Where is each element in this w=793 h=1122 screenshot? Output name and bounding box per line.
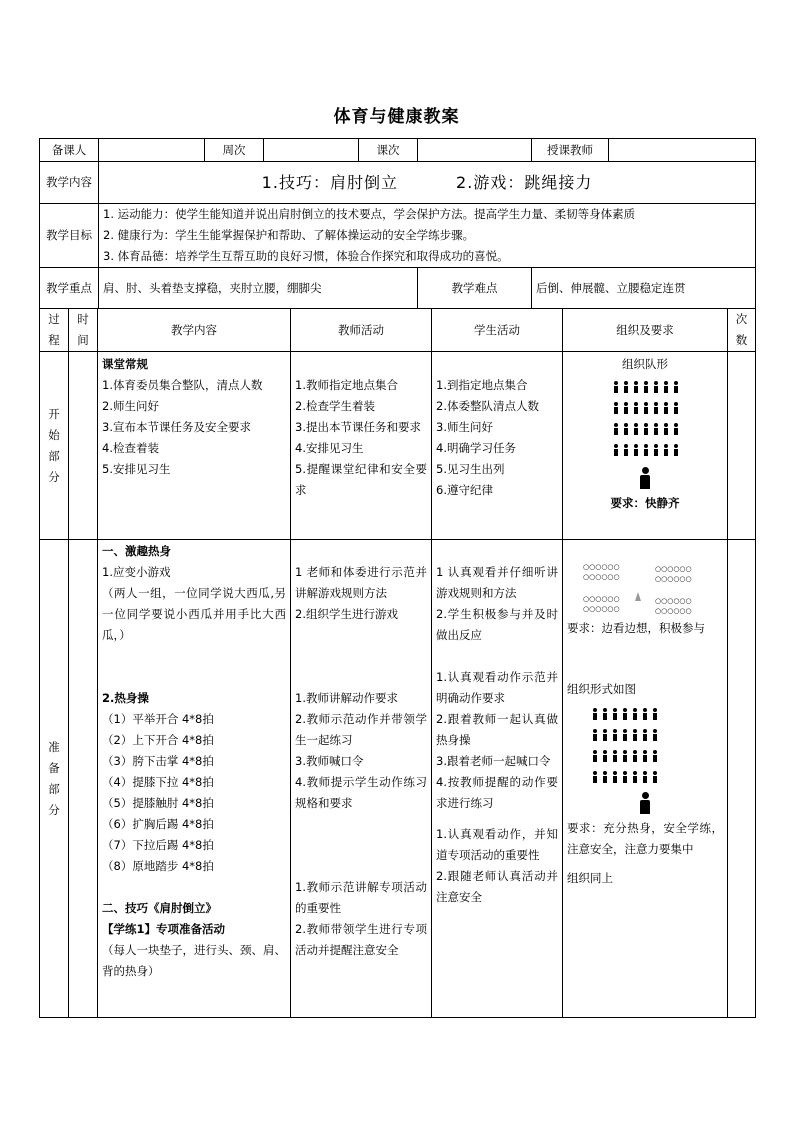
lesson-value[interactable] bbox=[418, 139, 532, 162]
page-title: 体育与健康教案 bbox=[333, 107, 460, 127]
col-org: 组织及要求 bbox=[563, 309, 728, 352]
prep-org-req2: 要求：充分热身，安全学练，注意安全，注意力要集中 bbox=[567, 821, 723, 856]
prep-student-item: 1 认真观看并仔细听讲游戏规则和方法 bbox=[436, 565, 558, 600]
prep-section1-title: 一、激趣热身 bbox=[102, 544, 171, 558]
start-content-item: 5.安排见习生 bbox=[102, 462, 171, 476]
prep-teacher-item: 2.教师带领学生进行专项活动并提醒注意安全 bbox=[295, 922, 427, 957]
goals-label: 教学目标 bbox=[40, 204, 99, 268]
start-teacher-item: 5.提醒课堂纪律和安全要求 bbox=[295, 462, 427, 497]
col-time: 时间 bbox=[69, 309, 98, 352]
prep-org-req1: 要求：边看边想，积极参与 bbox=[567, 621, 705, 635]
prep-content bbox=[98, 540, 291, 1018]
prep-teacher-item: 3.教师喊口令 bbox=[295, 754, 364, 768]
warmup-item: （7）下拉后踢 4*8拍 bbox=[102, 838, 214, 852]
count-cell[interactable] bbox=[728, 540, 756, 1018]
teacher-icon bbox=[567, 467, 723, 493]
start-org-requirement: 要求：快静齐 bbox=[610, 496, 680, 510]
key-value: 肩、肘、头着垫支撑稳，夹肘立腰，绷脚尖 bbox=[99, 268, 418, 309]
prep-teacher-item: 1 老师和体委进行示范并讲解游戏规则方法 bbox=[295, 565, 427, 600]
lesson-info-table bbox=[39, 138, 756, 309]
prep-org-title: 组织形式如图 bbox=[567, 682, 636, 696]
col-count: 次数 bbox=[728, 309, 756, 352]
phase-start: 开始部分 bbox=[40, 352, 69, 540]
goal-item: 2. 健康行为：学生生能掌握保护和帮助、了解体操运动的安全学练步骤。 bbox=[103, 228, 475, 242]
prep-teacher-item: 4.教师提示学生动作练习规格和要求 bbox=[295, 775, 427, 810]
content-value bbox=[99, 162, 756, 204]
prep-section3-sub: 【学练1】专项准备活动 bbox=[102, 922, 226, 936]
preparer-value[interactable] bbox=[99, 139, 205, 162]
prep-student-item: 2.跟着教师一起认真做热身操 bbox=[436, 712, 558, 747]
preparer-label: 备课人 bbox=[40, 139, 99, 162]
start-content-item: 3.宣布本节课任务及安全要求 bbox=[102, 420, 251, 434]
week-value[interactable] bbox=[264, 139, 359, 162]
difficulty-value: 后倒、伸展髋、立腰稳定连贯 bbox=[532, 268, 756, 309]
start-content-item: 4.检查着装 bbox=[102, 441, 159, 455]
lesson-plan-table bbox=[39, 308, 756, 1018]
warmup-item: （1）平举开合 4*8拍 bbox=[102, 712, 214, 726]
warmup-item: （2）上下开合 4*8拍 bbox=[102, 733, 214, 747]
start-content bbox=[98, 352, 291, 540]
week-label: 周次 bbox=[205, 139, 264, 162]
col-process: 过程 bbox=[40, 309, 69, 352]
difficulty-label: 教学难点 bbox=[418, 268, 532, 309]
prep-student-item: 1.认真观看动作，并知道专项活动的重要性 bbox=[436, 827, 558, 862]
warmup-item: （8）原地踏步 4*8拍 bbox=[102, 859, 214, 873]
prep-org bbox=[563, 540, 728, 1018]
prep-teacher-item: 2.教师示范动作并带领学生一起练习 bbox=[295, 712, 427, 747]
prep-teacher bbox=[291, 540, 432, 1018]
start-student-item: 6.遵守纪律 bbox=[436, 483, 493, 497]
warmup-item: （5）提膝触肘 4*8拍 bbox=[102, 796, 214, 810]
prep-game: 1.应变小游戏 bbox=[102, 565, 171, 579]
student-formation-icon bbox=[567, 377, 723, 461]
prep-game-desc: （两人一组，一位同学说大西瓜,另一位同学要说小西瓜并用手比大西瓜，） bbox=[102, 586, 286, 642]
col-teacher: 教师活动 bbox=[291, 309, 432, 352]
game-formation-icon: ○○○○○○ ○○○○○○ ○○○○○○ ○○○○○○ ○○○○○○ ○○○○○○ ○○○○○○ ○○○○○○ bbox=[583, 563, 692, 615]
lesson-label: 课次 bbox=[359, 139, 418, 162]
start-content-item: 2.师生问好 bbox=[102, 399, 159, 413]
start-student bbox=[432, 352, 563, 540]
start-student-item: 2.体委整队清点人数 bbox=[436, 399, 539, 413]
time-cell[interactable] bbox=[69, 540, 98, 1018]
prep-section3-desc: （每人一块垫子，进行头、颈、肩、背的热身） bbox=[102, 943, 286, 978]
prep-student-item: 2.跟随老师认真活动并注意安全 bbox=[436, 869, 558, 904]
start-org-title: 组织队形 bbox=[622, 357, 668, 371]
warmup-item: （6）扩胸后踢 4*8拍 bbox=[102, 817, 214, 831]
start-org bbox=[563, 352, 728, 540]
prep-section3-title: 二、技巧《肩肘倒立》 bbox=[102, 901, 217, 915]
prep-student-item: 1.认真观看动作示范并明确动作要求 bbox=[436, 670, 558, 705]
col-content: 教学内容 bbox=[98, 309, 291, 352]
start-teacher bbox=[291, 352, 432, 540]
prep-student-item: 3.跟着老师一起喊口令 bbox=[436, 754, 551, 768]
teacher-icon bbox=[567, 792, 723, 818]
key-label: 教学重点 bbox=[40, 268, 99, 309]
prep-teacher-item: 2.组织学生进行游戏 bbox=[295, 607, 398, 621]
start-student-item: 5.见习生出列 bbox=[436, 462, 505, 476]
start-student-item: 1.到指定地点集合 bbox=[436, 378, 528, 392]
content-item-1: 1.技巧：肩肘倒立 bbox=[261, 173, 398, 192]
prep-teacher-item: 1.教师讲解动作要求 bbox=[295, 691, 398, 705]
teacher-label: 授课教师 bbox=[532, 139, 609, 162]
start-student-item: 3.师生问好 bbox=[436, 420, 493, 434]
start-teacher-item: 1.教师指定地点集合 bbox=[295, 378, 398, 392]
start-content-item: 1.体育委员集合整队，清点人数 bbox=[102, 378, 263, 392]
start-content-title: 课堂常规 bbox=[102, 357, 148, 371]
start-teacher-item: 2.检查学生着装 bbox=[295, 399, 375, 413]
count-cell[interactable] bbox=[728, 352, 756, 540]
start-student-item: 4.明确学习任务 bbox=[436, 441, 516, 455]
prep-teacher-item: 1.教师示范讲解专项活动的重要性 bbox=[295, 880, 427, 915]
teacher-value[interactable] bbox=[609, 139, 756, 162]
prep-student-item: 4.按教师提醒的动作要求进行练习 bbox=[436, 775, 558, 810]
prep-section2-title: 2.热身操 bbox=[102, 691, 149, 705]
content-item-2: 2.游戏：跳绳接力 bbox=[456, 173, 593, 192]
content-label: 教学内容 bbox=[40, 162, 99, 204]
goal-item: 3. 体育品德：培养学生互帮互助的良好习惯，体验合作探究和取得成功的喜悦。 bbox=[103, 249, 509, 263]
prep-student-item: 2.学生积极参与并及时做出反应 bbox=[436, 607, 558, 642]
prep-student bbox=[432, 540, 563, 1018]
goal-item: 1. 运动能力：使学生能知道并说出肩肘倒立的技术要点，学会保护方法。提高学生力量、柔韧等身体素质 bbox=[103, 207, 636, 221]
start-teacher-item: 4.安排见习生 bbox=[295, 441, 364, 455]
prep-org-same: 组织同上 bbox=[567, 871, 613, 885]
goals-value bbox=[99, 204, 756, 268]
time-cell[interactable] bbox=[69, 352, 98, 540]
warmup-item: （3）胯下击掌 4*8拍 bbox=[102, 754, 214, 768]
warmup-formation-icon bbox=[567, 704, 723, 788]
phase-prep: 准备部分 bbox=[40, 540, 69, 1018]
warmup-item: （4）提膝下拉 4*8拍 bbox=[102, 775, 214, 789]
start-teacher-item: 3.提出本节课任务和要求 bbox=[295, 420, 421, 434]
col-student: 学生活动 bbox=[432, 309, 563, 352]
